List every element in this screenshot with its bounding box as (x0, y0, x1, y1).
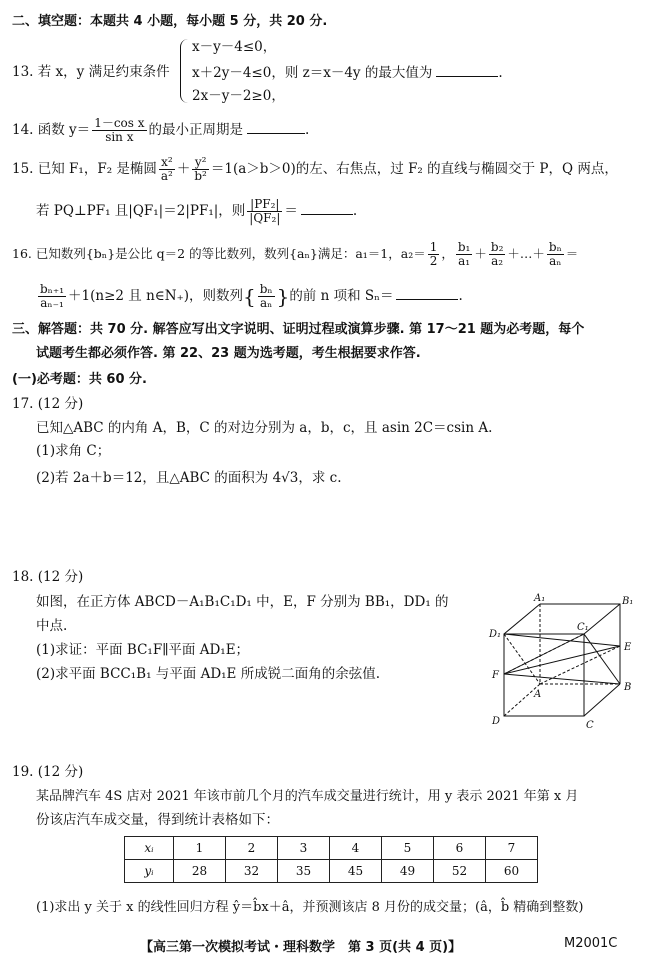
q14-post: 的最小正周期是 (148, 122, 244, 138)
table-cell: 49 (382, 860, 434, 883)
q15-e2n: y² (192, 156, 209, 170)
cube-figure (486, 590, 638, 740)
q16-l2n: bₙ₊₁ (40, 282, 65, 296)
q15-frac-x (159, 156, 175, 183)
q16-mid: ＋1(n≥2 且 n∈N₊)，则数列 (68, 288, 243, 304)
table-cell: 4 (330, 837, 382, 860)
q15-ratio (247, 198, 282, 225)
table-cell: 5 (382, 837, 434, 860)
q16-dots: ＋…＋ (507, 246, 545, 261)
q17-l3: (2)若 2a＋b＝12，且△ABC 的面积为 4√3，求 c. (36, 470, 342, 486)
q19-l3: (1)求出 y 关于 x 的线性回归方程 ŷ＝b̂x＋â，并预测该店 8 月份的成交量；(â，b̂ 精确到整数) (36, 900, 584, 915)
q14 (12, 116, 309, 144)
q19-l1: 某品牌汽车 4S 店对 2021 年该市前几个月的汽车成交量进行统计，用 y 表示 2021 年第 x 月 (36, 789, 579, 804)
table-header-x: xᵢ (125, 837, 174, 860)
section2-heading: 二、填空题：本题共 4 小题，每小题 5 分，共 20 分. (12, 14, 328, 29)
q15-pre: 15. 已知 F₁，F₂ 是椭圆 (12, 161, 157, 177)
q14-pre: 14. 函数 y＝ (12, 122, 91, 138)
section3-sub: (一)必考题：共 60 分. (12, 372, 147, 387)
q13-intro: 13. 若 x，y 满足约束条件 (12, 64, 170, 80)
q16-l2frac (38, 283, 66, 310)
q15-end: . (352, 203, 358, 219)
q13-c1: x－y－4≤0， (192, 39, 277, 55)
q16-l2d: aₙ₋₁ (40, 296, 64, 310)
q15-frac-y (192, 156, 209, 183)
q17-head: 17. (12 分) (12, 396, 84, 412)
q16-eq: ＝ (565, 246, 579, 261)
q16-half (428, 241, 440, 268)
label-D: D (492, 716, 501, 727)
q16-seq (258, 283, 275, 310)
q16-fnn: bₙ (548, 240, 562, 254)
q14-fraction (92, 117, 146, 144)
q16-half-d: 2 (429, 254, 438, 268)
q15-eq: ＝ (284, 203, 298, 219)
label-C: C (586, 720, 594, 731)
label-E: E (624, 642, 632, 653)
q13-c3: 2x－y－2≥0， (192, 88, 285, 104)
table-cell: 52 (434, 860, 486, 883)
table-cell: 28 (174, 860, 226, 883)
q16-half-n: 1 (429, 240, 438, 254)
q16-line1: 16. 已知数列{bₙ}是公比 q＝2 的等比数列，数列{aₙ}满足：a₁＝1，a₂＝ $\frac{1}{2}$ ， $\frac{\text{b₁}}{\text{a₁}}$ ＋ $\frac{\text{b₂}}{\text{a₂}}$ ＋…＋ $\frac{\text{bₙ}}{\text{aₙ}}$ ＝ (12, 240, 579, 268)
q16-fnd: aₙ (549, 254, 562, 268)
q15-rden: |QF₂| (249, 211, 281, 225)
q16-line2: $\frac{\text{bₙ₊₁}}{\text{aₙ₋₁}}$ ＋1(n≥2 且 n∈N₊)，则数列{ $\frac{\text{bₙ}}{\text{aₙ}}$ }的前 n 项和 Sₙ＝ . (40, 282, 463, 310)
q15-line2 (36, 196, 357, 226)
label-B: B (624, 682, 632, 693)
answer-blank (396, 287, 458, 300)
q16-f2n: b₂ (490, 240, 504, 254)
q18-l4: (2)求平面 BCC₁B₁ 与平面 AD₁E 所成锐二面角的余弦值. (36, 666, 380, 682)
answer-blank (301, 202, 353, 215)
q15-e1d: a² (160, 169, 173, 183)
table-cell: 45 (330, 860, 382, 883)
q16-seq-d: aₙ (259, 296, 273, 310)
section3-line2: 试题考生都必须作答. 第 22、23 题为选考题，考生根据要求作答. (36, 346, 421, 361)
q16-f2 (489, 241, 506, 268)
table-header-y: yᵢ (125, 860, 174, 883)
footer-title: 【高三第一次模拟考试・理科数学 第 3 页(共 4 页)】 (140, 940, 462, 955)
q15-post: ＝1(a＞b＞0)的左、右焦点，过 F₂ 的直线与椭圆交于 P，Q 两点， (210, 161, 618, 177)
label-D1: D₁ (489, 629, 502, 640)
answer-blank (247, 121, 305, 134)
q13-c2 (192, 64, 503, 81)
q16-post: 的前 n 项和 Sₙ＝ (289, 288, 394, 304)
q16-f1 (456, 241, 473, 268)
table-row-x (125, 837, 538, 860)
q17-l1: 已知△ABC 的内角 A，B，C 的对边分别为 a，b，c，且 asin 2C＝csin A. (36, 420, 493, 436)
label-F: F (492, 670, 499, 681)
footer-code: M2001C (564, 936, 618, 951)
q16-pre: 16. 已知数列{bₙ}是公比 q＝2 的等比数列，数列{aₙ}满足：a₁＝1，a₂＝ (12, 246, 426, 261)
q15-plus: ＋ (176, 161, 191, 177)
table-cell: 6 (434, 837, 486, 860)
q18-head: 18. (12 分) (12, 569, 84, 585)
q14-end: . (305, 122, 310, 138)
q15-e2d: b² (194, 169, 207, 183)
answer-blank (436, 64, 498, 77)
table-row-y (125, 860, 538, 883)
q13-brace (180, 39, 189, 103)
q16-seq-n: bₙ (259, 282, 273, 296)
q18-l2: 中点. (36, 618, 68, 634)
q16-end: . (458, 288, 463, 304)
q15-line2-pre: 若 PQ⊥PF₁ 且|QF₁|＝2|PF₁|，则 (36, 203, 246, 219)
q14-num: 1－cos x (94, 116, 145, 130)
q18-l3: (1)求证：平面 BC₁F∥平面 AD₁E； (36, 642, 250, 658)
label-A1: A₁ (534, 593, 546, 604)
table-cell: 7 (486, 837, 538, 860)
q15-rnum: |PF₂| (247, 198, 282, 212)
label-B1: B₁ (622, 596, 634, 607)
table-cell: 35 (278, 860, 330, 883)
q13-c2-text: x＋2y－4≤0，则 z＝x－4y 的最大值为 (192, 65, 433, 81)
q16-fn (547, 241, 564, 268)
q15-e1n: x² (159, 156, 175, 170)
q17-l2: (1)求角 C； (36, 443, 111, 459)
section3-line1: 三、解答题：共 70 分. 解答应写出文字说明、证明过程或演算步骤. 第 17～21 题为必考题，每个 (12, 322, 585, 337)
table-cell: 2 (226, 837, 278, 860)
table-cell: 3 (278, 837, 330, 860)
q19-head: 19. (12 分) (12, 764, 84, 780)
label-C1: C₁ (577, 622, 589, 633)
table-cell: 32 (226, 860, 278, 883)
q18-l1: 如图，在正方体 ABCD－A₁B₁C₁D₁ 中，E，F 分别为 BB₁，DD₁ 的 (36, 594, 449, 610)
table-cell: 60 (486, 860, 538, 883)
label-A: A (534, 689, 542, 700)
table-cell: 1 (174, 837, 226, 860)
q14-den: sin x (105, 130, 134, 144)
q16-f2d: a₂ (491, 254, 504, 268)
q13-end: . (498, 65, 503, 81)
q15-line1 (12, 154, 618, 184)
q19-l2: 份该店汽车成交量，得到统计表格如下： (36, 812, 279, 828)
q16-f1d: a₁ (458, 254, 471, 268)
q16-f1n: b₁ (457, 240, 471, 254)
data-table (124, 836, 538, 883)
